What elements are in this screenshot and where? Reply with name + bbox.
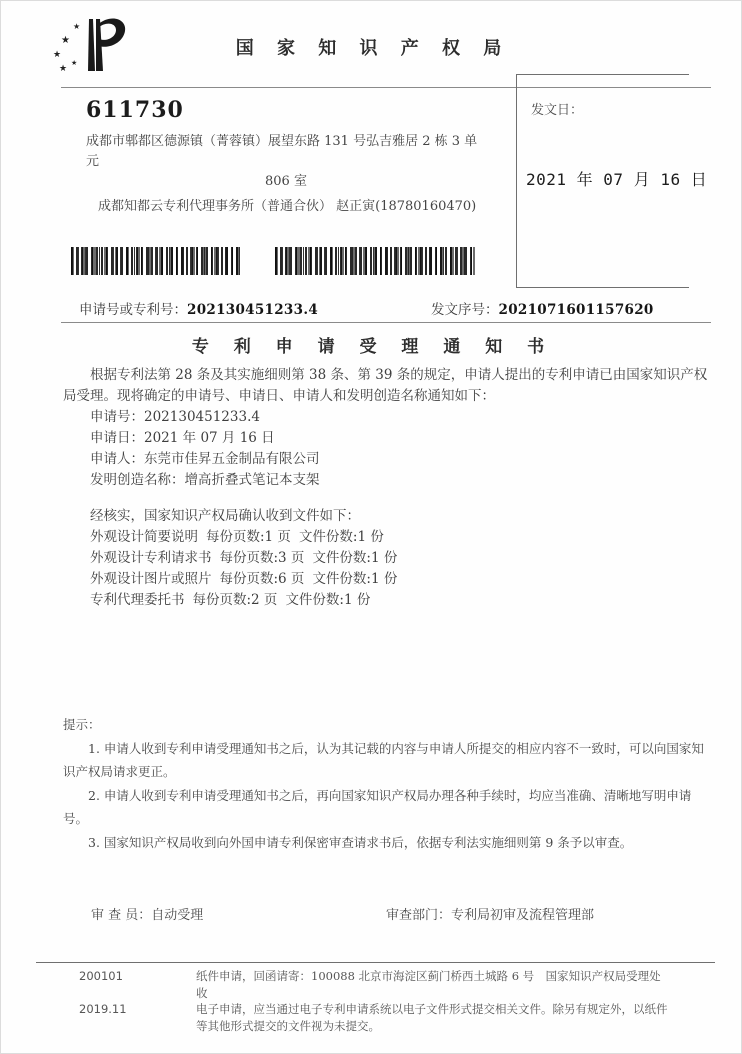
field-label: 发明创造名称： <box>90 472 185 488</box>
reference-divider <box>61 322 711 323</box>
document-copies: 文件份数:1 份 <box>285 592 371 608</box>
examiner-field <box>91 904 203 923</box>
field-invention-title <box>63 470 709 491</box>
field-value: 增高折叠式笔记本支架 <box>184 472 320 488</box>
document-copies: 文件份数:1 份 <box>312 571 398 587</box>
examiner-label: 审 查 员： <box>91 908 152 923</box>
field-label: 申请号： <box>90 409 144 425</box>
received-document-row <box>63 569 709 590</box>
agency-line: 成都知都云专利代理事务所（普通合伙） 赵正寅(18780160470) <box>98 199 477 214</box>
org-title: 国 家 知 识 产 权 局 <box>235 38 507 59</box>
issue-date-box <box>516 74 708 288</box>
svg-text:★: ★ <box>59 64 68 74</box>
footer-divider <box>36 962 715 963</box>
examiner-value: 自动受理 <box>151 908 204 923</box>
department-value: 专利局初审及流程管理部 <box>451 908 595 923</box>
received-documents-intro: 经核实，国家知识产权局确认收到文件如下： <box>90 508 360 524</box>
footer-code: 200101 <box>79 969 123 983</box>
document-pages: 每份页数:2 页 <box>192 592 278 608</box>
document-name: 外观设计简要说明 <box>90 529 198 545</box>
document-pages: 每份页数:6 页 <box>219 571 305 587</box>
document-pages: 每份页数:1 页 <box>206 529 291 545</box>
svg-text:★: ★ <box>73 22 81 31</box>
hint-item-2: 2. 申请人收到专利申请受理通知书之后，再向国家知识产权局办理各种手续时，均应当准确、清晰地写明申请号。 <box>63 787 692 826</box>
svg-text:★: ★ <box>71 59 78 67</box>
notice-body <box>63 365 709 611</box>
application-number-field <box>79 298 318 318</box>
application-number-value: 202130451233.4 <box>187 302 319 318</box>
field-label: 申请日： <box>90 430 144 446</box>
field-value: 202130451233.4 <box>144 409 260 425</box>
application-number-label: 申请号或专利号： <box>79 302 187 318</box>
field-value: 东莞市佳昇五金制品有限公司 <box>144 451 320 467</box>
department-field <box>386 904 594 923</box>
field-value: 2021 年 07 月 16 日 <box>144 430 275 446</box>
barcode-application <box>71 247 241 275</box>
svg-text:★: ★ <box>53 50 62 60</box>
recipient-address-block <box>86 97 486 217</box>
svg-text:★: ★ <box>61 35 70 46</box>
serial-number-value: 2021071601157620 <box>498 302 654 318</box>
hints-section <box>63 713 711 854</box>
document-name: 外观设计图片或照片 <box>90 571 212 587</box>
hints-title: 提示： <box>63 717 101 732</box>
serial-number-field <box>431 298 654 318</box>
footer-row-paper <box>36 968 715 1001</box>
barcode-serial <box>275 247 475 275</box>
footer-row-electronic <box>36 1001 715 1034</box>
serial-number-label: 发文序号： <box>431 302 499 318</box>
address-line-1: 成都市郫都区德源镇（菁蓉镇）展望东路 131 号弘吉雅居 2 栋 3 单元 <box>86 134 478 169</box>
hint-item-1: 1. 申请人收到专利申请受理通知书之后，认为其记载的内容与申请人所提交的相应内容不一致时，可以向国家知识产权局请求更正。 <box>63 740 704 779</box>
notice-title: 专 利 申 请 受 理 通 知 书 <box>191 337 551 357</box>
hint-item-3: 3. 国家知识产权局收到向外国申请专利保密审查请求书后，依据专利法实施细则第 9 条予以审查。 <box>88 834 633 850</box>
field-applicant <box>63 449 709 470</box>
field-application-date <box>63 428 709 449</box>
footer-text: 纸件申请，回函请寄：100088 北京市海淀区蓟门桥西土城路 6 号 国家知识产权局受理处收 <box>196 969 661 1000</box>
document-name: 专利代理委托书 <box>90 592 185 608</box>
document-copies: 文件份数:1 份 <box>312 550 398 566</box>
field-application-number <box>63 407 709 428</box>
postal-code: 611730 <box>86 97 184 123</box>
address-line-2: 806 室 <box>265 174 307 189</box>
document-copies: 文件份数:1 份 <box>298 529 384 545</box>
issue-date-label: 发文日： <box>531 103 584 118</box>
department-label: 审查部门： <box>386 908 452 923</box>
issue-date-value: 2021 年 07 月 16 日 <box>526 170 708 189</box>
document-pages: 每份页数:3 页 <box>219 550 305 566</box>
footer-notes <box>36 968 715 1034</box>
footer-code: 2019.11 <box>79 1002 127 1016</box>
received-document-row <box>63 590 709 611</box>
received-document-row <box>63 527 709 548</box>
notice-intro-paragraph: 根据专利法第 28 条及其实施细则第 38 条、第 39 条的规定，申请人提出的专利申请已由国家知识产权局受理。现将确定的申请号、申请日、申请人和发明创造名称通知如下： <box>63 367 708 404</box>
field-label: 申请人： <box>90 451 144 467</box>
document-name: 外观设计专利请求书 <box>90 550 212 566</box>
footer-text: 电子申请，应当通过电子专利申请系统以电子文件形式提交相关文件。除另有规定外，以纸件等其他形式提交的文件视为未提交。 <box>196 1002 668 1033</box>
received-document-row <box>63 548 709 569</box>
